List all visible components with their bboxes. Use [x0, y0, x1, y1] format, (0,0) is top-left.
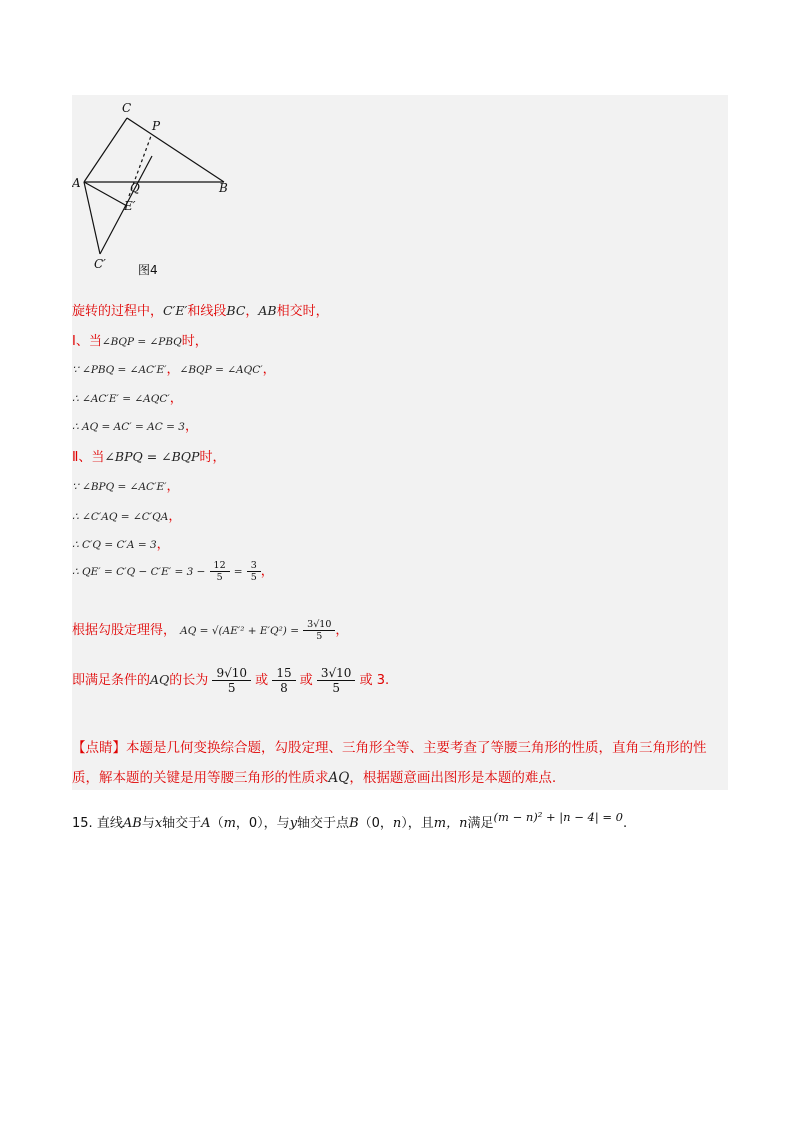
- numerator: 3√10: [320, 666, 352, 680]
- solution-line-6: [72, 446, 225, 465]
- text: 时，: [181, 334, 208, 349]
- numerator: 12: [213, 560, 226, 571]
- text: ，: [168, 509, 182, 524]
- denominator: 5: [317, 680, 356, 695]
- text: ，: [260, 564, 274, 579]
- math: ∴ QE′ = C′Q − C′E′ = 3 −: [72, 566, 206, 578]
- fraction-9sqrt10-5: [214, 666, 249, 695]
- math: AQ: [150, 672, 170, 687]
- question-number: 15.: [72, 816, 93, 831]
- text: Ⅱ、当: [72, 450, 105, 465]
- numerator: 3: [250, 560, 257, 571]
- math: BC: [226, 303, 246, 318]
- text: 旋转的过程中，: [72, 304, 164, 319]
- text: 与: [141, 816, 155, 831]
- solution-line-8: [72, 505, 181, 524]
- label-b: B: [219, 181, 228, 195]
- solution-line-7: [72, 475, 180, 494]
- text: 【点睛】本题是几何变换综合题，勾股定理、三角形全等、主要考查了等腰三角形的性质，直角三角形的性质，解本题的关键是用等腰三角形的性质求: [72, 740, 707, 786]
- text: 轴交于点: [297, 816, 350, 831]
- segment-ac: [84, 118, 127, 182]
- math: =: [233, 566, 243, 578]
- text: 轴交于: [162, 816, 202, 831]
- denominator: 5: [210, 571, 230, 583]
- segment-ac-prime: [84, 182, 100, 254]
- solution-line-11: [72, 619, 348, 642]
- math: m: [223, 816, 236, 831]
- math: AQ = √(AE′² + E′Q²) =: [180, 625, 300, 637]
- text: 的长为: [169, 673, 209, 688]
- text: ，: [156, 537, 170, 552]
- denominator: 5: [212, 680, 251, 695]
- text: 直线: [96, 816, 123, 831]
- label-c: C: [122, 101, 132, 115]
- text: .: [623, 816, 628, 831]
- text: 和线段: [187, 304, 227, 319]
- fraction-15-8: [274, 666, 293, 695]
- math: ∵ ∠PBQ = ∠AC′E′: [72, 364, 167, 376]
- denominator: 5: [247, 571, 261, 583]
- segment-ae-prime: [84, 182, 127, 206]
- text: （: [210, 816, 224, 831]
- denominator: 5: [303, 630, 335, 642]
- text: 3.: [376, 673, 390, 688]
- solution-line-9: [72, 533, 170, 552]
- label-c-prime: C′: [94, 257, 106, 271]
- math: ∴ ∠C′AQ = ∠C′QA: [72, 511, 169, 523]
- math: ∴ C′Q = C′A = 3: [72, 539, 157, 551]
- math: A: [201, 816, 211, 831]
- text: ，根据题意画出图形是本题的难点.: [349, 770, 557, 786]
- label-a: A: [72, 176, 81, 190]
- text: 时，: [199, 450, 226, 465]
- math: B: [349, 816, 359, 831]
- math: AB: [122, 816, 142, 831]
- math: ∠BQP = ∠AQC′: [179, 364, 263, 376]
- math: ∴ ∠AC′E′ = ∠AQC′: [72, 393, 170, 405]
- fraction-3sqrt10-5: [319, 666, 354, 695]
- label-e-prime: E′: [124, 199, 136, 213]
- text: 即满足条件的: [72, 673, 151, 688]
- text: 或: [359, 673, 373, 688]
- text: ），且: [401, 816, 434, 831]
- fraction-12-5: [212, 560, 228, 583]
- math: AQ: [328, 770, 350, 786]
- text: ，: [335, 623, 349, 638]
- comment-paragraph: [72, 733, 728, 793]
- math: n: [392, 816, 402, 831]
- math: ∴ AQ = AC′ = AC = 3: [72, 421, 185, 433]
- text: ，: [245, 304, 259, 319]
- text: ，: [184, 419, 198, 434]
- text: （0，: [358, 816, 393, 831]
- fraction-3sqrt10-5: [305, 619, 333, 642]
- math: ∵ ∠BPQ = ∠AC′E′: [72, 481, 167, 493]
- solution-line-4: [72, 387, 183, 406]
- math: C′E′: [163, 303, 188, 318]
- text: Ⅰ、当: [72, 334, 102, 349]
- solution-line-1: [72, 300, 329, 319]
- denominator: 8: [272, 680, 295, 695]
- math: AB: [258, 303, 277, 318]
- text: ，: [166, 479, 180, 494]
- math: x: [154, 816, 163, 831]
- text: 满足: [467, 816, 494, 831]
- label-p: P: [152, 119, 161, 133]
- fraction-3-5: [249, 560, 259, 583]
- numerator: 3√10: [307, 619, 332, 630]
- text: ，: [166, 362, 180, 377]
- solution-line-2: [72, 330, 208, 349]
- math: y: [289, 816, 298, 831]
- condition-equation: (m − n)² + |n − 4| = 0: [493, 810, 623, 824]
- math: ∠BPQ = ∠BQP: [104, 449, 200, 464]
- text: ，: [262, 362, 276, 377]
- text: 相交时，: [276, 304, 329, 319]
- math: m，n: [433, 816, 468, 831]
- text: 或: [299, 673, 313, 688]
- text: 根据勾股定理得，: [72, 623, 177, 638]
- text: ，0），与: [235, 816, 290, 831]
- label-q: Q: [130, 181, 140, 195]
- figure-caption: 图4: [138, 263, 158, 277]
- solution-line-3: [72, 358, 276, 377]
- text: 或: [255, 673, 269, 688]
- math: ∠BQP = ∠PBQ: [101, 336, 182, 348]
- solution-line-12: [72, 666, 389, 695]
- solution-line-10: [72, 560, 274, 583]
- numerator: 15: [276, 666, 292, 680]
- question-15: [72, 812, 627, 831]
- numerator: 9√10: [216, 666, 248, 680]
- solution-line-5: [72, 415, 198, 434]
- text: ，: [169, 391, 183, 406]
- geometry-figure: [72, 98, 242, 283]
- segment-cb: [127, 118, 224, 182]
